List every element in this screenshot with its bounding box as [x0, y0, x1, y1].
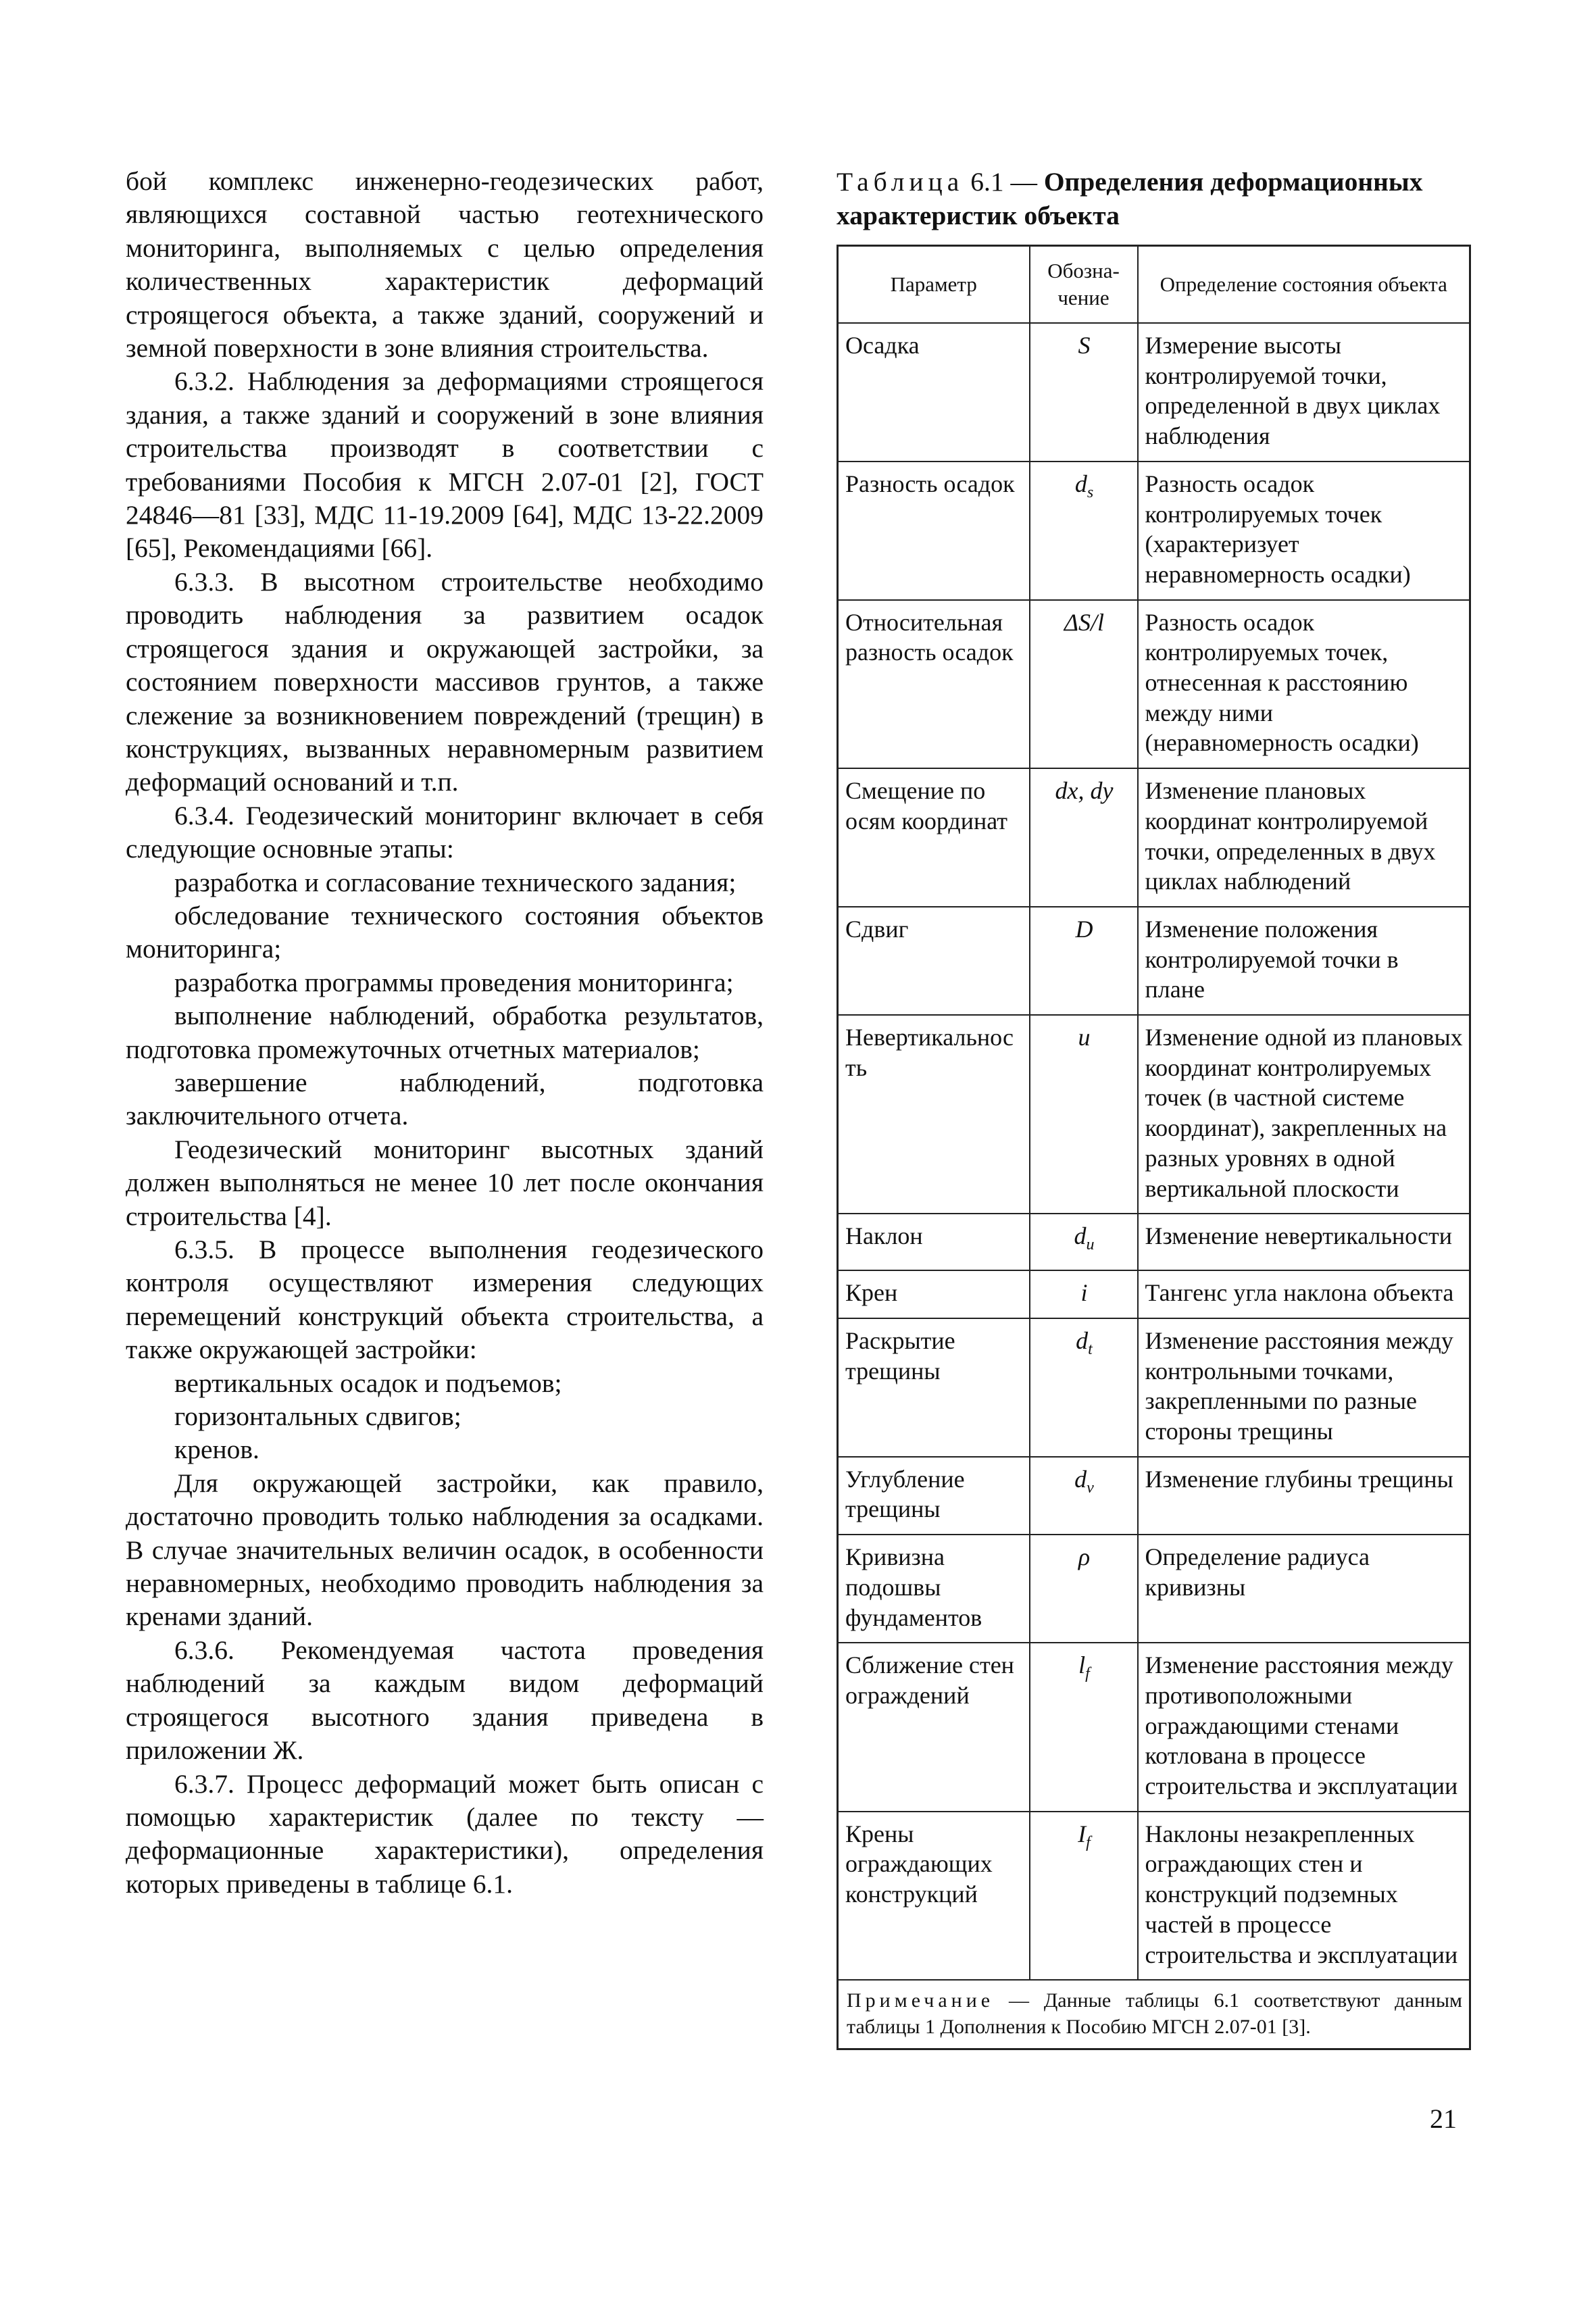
cell-parameter: Относительная разность осадок [838, 600, 1030, 769]
symbol-subscript: f [1086, 1833, 1091, 1851]
list-item: обследование технического состояния объектов мониторинга; [126, 900, 764, 964]
cell-symbol [1030, 768, 1138, 907]
deformation-table [837, 245, 1471, 2050]
table-note [838, 1980, 1470, 2049]
table-row [838, 1015, 1470, 1214]
cell-definition: Изменение плановых координат контролируемой точки, определенных в двух циклах наблюдений [1138, 768, 1470, 907]
table-caption-label: Таблица [837, 167, 964, 197]
table-row [838, 1270, 1470, 1318]
cell-parameter: Крен [838, 1270, 1030, 1318]
cell-parameter: Наклон [838, 1214, 1030, 1270]
cell-definition: Тангенс угла наклона объекта [1138, 1270, 1470, 1318]
cell-parameter: Углубление трещины [838, 1457, 1030, 1535]
list-item: разработка и согласование технического задания; [174, 867, 737, 897]
table-body [838, 323, 1470, 1980]
symbol-main: d [1074, 470, 1087, 497]
cell-symbol [1030, 1812, 1138, 1981]
note-text: — Данные таблицы 6.1 соответствуют данным таблицы 1 Дополнения к Пособию МГСН 2.07-01 [3]. [847, 1989, 1462, 2039]
cell-symbol [1030, 1535, 1138, 1643]
list-item: завершение наблюдений, подготовка заключительного отчета. [126, 1067, 764, 1131]
paragraph: 6.3.2. Наблюдения за деформациями строящегося здания, а также зданий и сооружений в зоне влияния строительства производят в соответствии с требованиями Пособия к МГСН 2.07-01 [2], ГОСТ 24846—81 [33], МДС 11-19.2009 [64], МДС 13-22.2009 [65], Рекомендациями [66]. [126, 366, 764, 564]
note-label: Примечание [847, 1989, 995, 2012]
list-item: кренов. [174, 1435, 259, 1465]
table-row [838, 1457, 1470, 1535]
cell-parameter: Сдвиг [838, 907, 1030, 1015]
symbol-main: i [1080, 1279, 1088, 1307]
cell-symbol [1030, 1270, 1138, 1318]
cell-symbol [1030, 323, 1138, 462]
paragraph: Геодезический мониторинг высотных зданий должен выполняться не менее 10 лет после окончания строительства [4]. [126, 1134, 764, 1231]
symbol-main: u [1078, 1024, 1091, 1051]
symbol-subscript: v [1087, 1478, 1094, 1497]
cell-definition: Определение радиуса кривизны [1138, 1535, 1470, 1643]
symbol-subscript: f [1085, 1665, 1090, 1683]
symbol-subscript: t [1088, 1341, 1093, 1359]
cell-definition: Наклоны незакрепленных ограждающих стен и конструкций подземных частей в процессе строительства и эксплуатации [1138, 1812, 1470, 1981]
cell-definition: Разность осадок контролируемых точек (характеризует неравномерность осадки) [1138, 462, 1470, 600]
symbol-main: d [1074, 1465, 1087, 1493]
symbol-main: l [1078, 1651, 1086, 1679]
cell-symbol [1030, 907, 1138, 1015]
cell-parameter: Разность осадок [838, 462, 1030, 600]
table-row [838, 768, 1470, 907]
symbol-main: S [1078, 332, 1091, 359]
cell-parameter: Крены ограждающих конструкций [838, 1812, 1030, 1981]
table-row [838, 1318, 1470, 1457]
table-caption-title: Определения деформационных характеристик объекта [837, 167, 1423, 230]
cell-definition: Изменение расстояния между контрольными точками, закрепленными по разные стороны трещины [1138, 1318, 1470, 1457]
header-definition: Определение состояния объекта [1138, 246, 1470, 324]
symbol-main: d [1076, 1326, 1089, 1354]
cell-parameter: Раскрытие трещины [838, 1318, 1030, 1457]
cell-definition: Измерение высоты контролируемой точки, определенной в двух циклах наблюдения [1138, 323, 1470, 462]
paragraph: бой комплекс инженерно-геодезических работ, являющихся составной частью геотехнического мониторинга, выполняемых с целью определения количественных характеристик деформаций строящегося объекта, а также зданий, сооружений и земной поверхности в зоне влияния строительства. [126, 166, 764, 364]
paragraph: 6.3.5. В процессе выполнения геодезического контроля осуществляют измерения следующих перемещений конструкций объекта строительства, а также окружающей застройки: [126, 1235, 764, 1365]
table-row [838, 323, 1470, 462]
cell-parameter: Смещение по осям координат [838, 768, 1030, 907]
list-item: горизонтальных сдвигов; [174, 1401, 462, 1432]
table-row [838, 462, 1470, 600]
table-caption-number: 6.1 — [970, 167, 1037, 197]
header-parameter: Параметр [838, 246, 1030, 324]
cell-definition: Разность осадок контролируемых точек, отнесенная к расстоянию между ними (неравномерность осадки) [1138, 600, 1470, 769]
table-header-row [838, 246, 1470, 324]
table-row [838, 907, 1470, 1015]
cell-symbol [1030, 1643, 1138, 1812]
table-row [838, 1812, 1470, 1981]
table-row [838, 1643, 1470, 1812]
paragraph: 6.3.4. Геодезический мониторинг включает в себя следующие основные этапы: [126, 800, 764, 864]
symbol-main: dx, dy [1055, 777, 1114, 805]
table-caption [837, 165, 1470, 232]
cell-symbol [1030, 1214, 1138, 1270]
symbol-main: d [1074, 1222, 1087, 1250]
symbol-main: ρ [1078, 1543, 1091, 1571]
list-item: вертикальных осадок и подъемов; [174, 1368, 562, 1398]
cell-definition: Изменение глубины трещины [1138, 1457, 1470, 1535]
symbol-subscript: u [1086, 1236, 1095, 1254]
cell-symbol [1030, 600, 1138, 769]
table-column [837, 165, 1470, 2050]
body-text-column [126, 165, 764, 1901]
header-symbol: Обозна-чение [1030, 246, 1138, 324]
paragraph: Для окружающей застройки, как правило, достаточно проводить только наблюдения за осадками. В случае значительных величин осадок, в особенности неравномерных, необходимо проводить наблюдения за кренами зданий. [126, 1468, 764, 1632]
list-item: разработка программы проведения мониторинга; [174, 967, 734, 997]
cell-symbol [1030, 1015, 1138, 1214]
symbol-main: ΔS/l [1064, 608, 1105, 636]
paragraph: 6.3.6. Рекомендуемая частота проведения наблюдений за каждым видом деформаций строящегося высотного здания приведена в приложении Ж. [126, 1635, 764, 1766]
cell-definition: Изменение расстояния между противоположными ограждающими стенами котлована в процессе строительства и эксплуатации [1138, 1643, 1470, 1812]
cell-symbol [1030, 462, 1138, 600]
symbol-main: I [1078, 1820, 1087, 1847]
table-row [838, 1214, 1470, 1270]
list-item: выполнение наблюдений, обработка результатов, подготовка промежуточных отчетных материалов; [126, 1001, 764, 1064]
paragraph: 6.3.3. В высотном строительстве необходимо проводить наблюдения за развитием осадок строящегося здания и окружающей застройки, за состоянием поверхности массивов грунтов, а также слежение за возникновением повреждений (трещин) в конструкциях, вызванных неравномерным развитием деформаций оснований и т.п. [126, 566, 764, 797]
table-note-row [838, 1980, 1470, 2049]
cell-parameter: Сближение стен ограждений [838, 1643, 1030, 1812]
cell-parameter: Осадка [838, 323, 1030, 462]
page-number: 21 [1430, 2104, 1457, 2134]
cell-parameter: Невертикальность [838, 1015, 1030, 1214]
paragraph: 6.3.7. Процесс деформаций может быть описан с помощью характеристик (далее по тексту — деформационные характеристики), определения которых приведены в таблице 6.1. [126, 1768, 764, 1899]
table-row [838, 600, 1470, 769]
table-row [838, 1535, 1470, 1643]
cell-symbol [1030, 1457, 1138, 1535]
cell-definition: Изменение одной из плановых координат контролируемых точек (в частной системе координат), закрепленных на разных уровнях в одной вертикальной плоскости [1138, 1015, 1470, 1214]
cell-definition: Изменение невертикальности [1138, 1214, 1470, 1270]
cell-symbol [1030, 1318, 1138, 1457]
symbol-subscript: s [1087, 484, 1094, 501]
cell-parameter: Кривизна подошвы фундаментов [838, 1535, 1030, 1643]
symbol-main: D [1075, 915, 1093, 943]
cell-definition: Изменение положения контролируемой точки в плане [1138, 907, 1470, 1015]
